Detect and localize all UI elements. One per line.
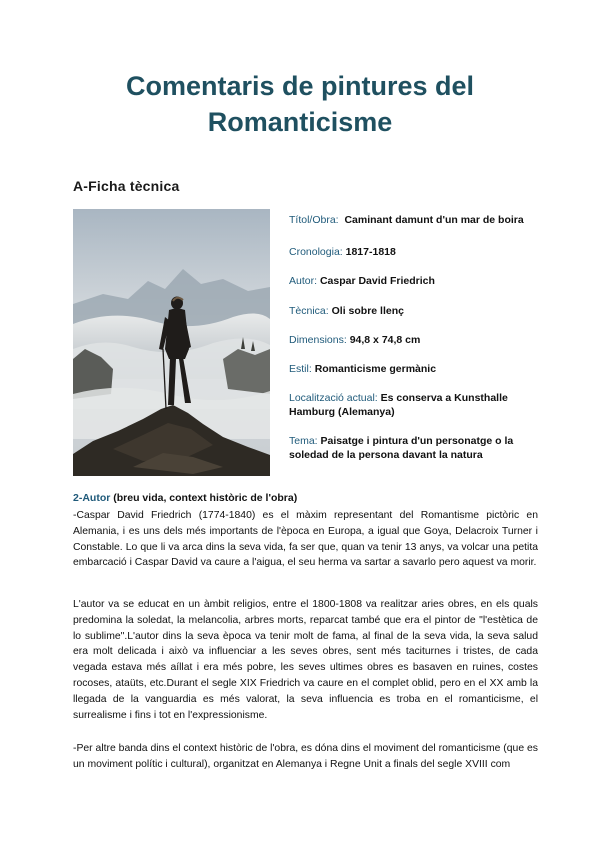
- section-heading-autor-label: 2-Autor: [73, 492, 111, 504]
- section-heading-autor: [73, 492, 297, 504]
- ficha-label: Dimensions:: [289, 334, 347, 346]
- ficha-row-autor: [289, 274, 539, 288]
- ficha-label: Localització actual:: [289, 392, 378, 404]
- ficha-label: Autor:: [289, 275, 318, 287]
- ficha-row-estil: [289, 362, 539, 376]
- ficha-row-cronologia: [289, 245, 539, 259]
- ficha-value: 1817-1818: [345, 246, 396, 258]
- page-title-line-1: Comentaris de pintures del: [125, 71, 475, 101]
- ficha-value: Oli sobre llenç: [331, 305, 404, 317]
- ficha-label: Tema:: [289, 435, 318, 447]
- ficha-value: Caspar David Friedrich: [319, 275, 435, 287]
- ficha-label: Tècnica:: [289, 305, 329, 317]
- section-heading-autor-subtitle: (breu vida, context històric de l'obra): [113, 492, 298, 504]
- ficha-row-titol: [289, 213, 539, 227]
- section-heading-ficha: A-Ficha tècnica: [73, 178, 180, 194]
- ficha-value: Romanticisme germànic: [314, 363, 437, 375]
- paragraph-2: L'autor va se educat en un àmbit religios, entre el 1800-1808 va realitzar aries obres, en els quals predomina la soledat, la melancolia, arbres morts, reparcat també que era el pintor de "l'estètica de lo sublime".L'autor dins la seva època va tenir molt de fama, al final de la seva vida, la seva salud era molt delicada i això va influenciar a les seves obres, sent més taciturnes i tristes, de cada vegada estava més aíllat i era més pobre, les seves ultimes obres es basaven en ruines, costes rocoses, ataüts, etc.Durant el segle XIX Friedrich va caure en el complet oblid, pero en el XX amb la llegada de la vanguardia es més valorat, la seva influencia es troba en el romanticisme, el surrealisme i fins i tot en l'expressionisme.: [73, 599, 538, 721]
- paragraph-1: -Caspar David Friedrich (1774-1840) es el màxim representant del Romantisme pictòric en Alemania, i es uns dels més importants de l'època en Europa, a igual que Goya, Delacroix Turner i Constable. Lo que li va arca dins la seva vida, fa ser que, quan va tenir 13 anys, va volcar una petita embarcació i Caspar David va caure a l'aigua, el seu herma va sartar a savarlo pero aquest va morir.: [73, 510, 538, 569]
- ficha-row-tecnica: [289, 304, 539, 318]
- ficha-row-tema: [289, 434, 539, 462]
- ficha-row-dimensions: [289, 333, 539, 347]
- page-title: [0, 68, 600, 140]
- ficha-value: 94,8 x 74,8 cm: [349, 334, 421, 346]
- ficha-value: Caminant damunt d'un mar de boira: [344, 214, 524, 226]
- painting-image: [73, 209, 270, 476]
- page-title-line-2: Romanticisme: [207, 107, 393, 137]
- ficha-label: Cronologia:: [289, 246, 343, 258]
- ficha-row-localitzacio: [289, 391, 539, 419]
- ficha-label: Títol/Obra:: [289, 214, 339, 226]
- ficha-value: Es conserva a Kunsthalle Hamburg (Alemanya): [289, 392, 508, 418]
- ficha-label: Estil:: [289, 363, 312, 375]
- ficha-value: Paisatge i pintura d'un personatge o la soledad de la persona davant la natura: [289, 435, 514, 461]
- paragraph-3: -Per altre banda dins el context històric de l'obra, es dóna dins el moviment del romanticisme (que es un moviment polític i cultural), organitzat en Alemanya i Regne Unit a finals del segle XVIII com: [73, 743, 538, 770]
